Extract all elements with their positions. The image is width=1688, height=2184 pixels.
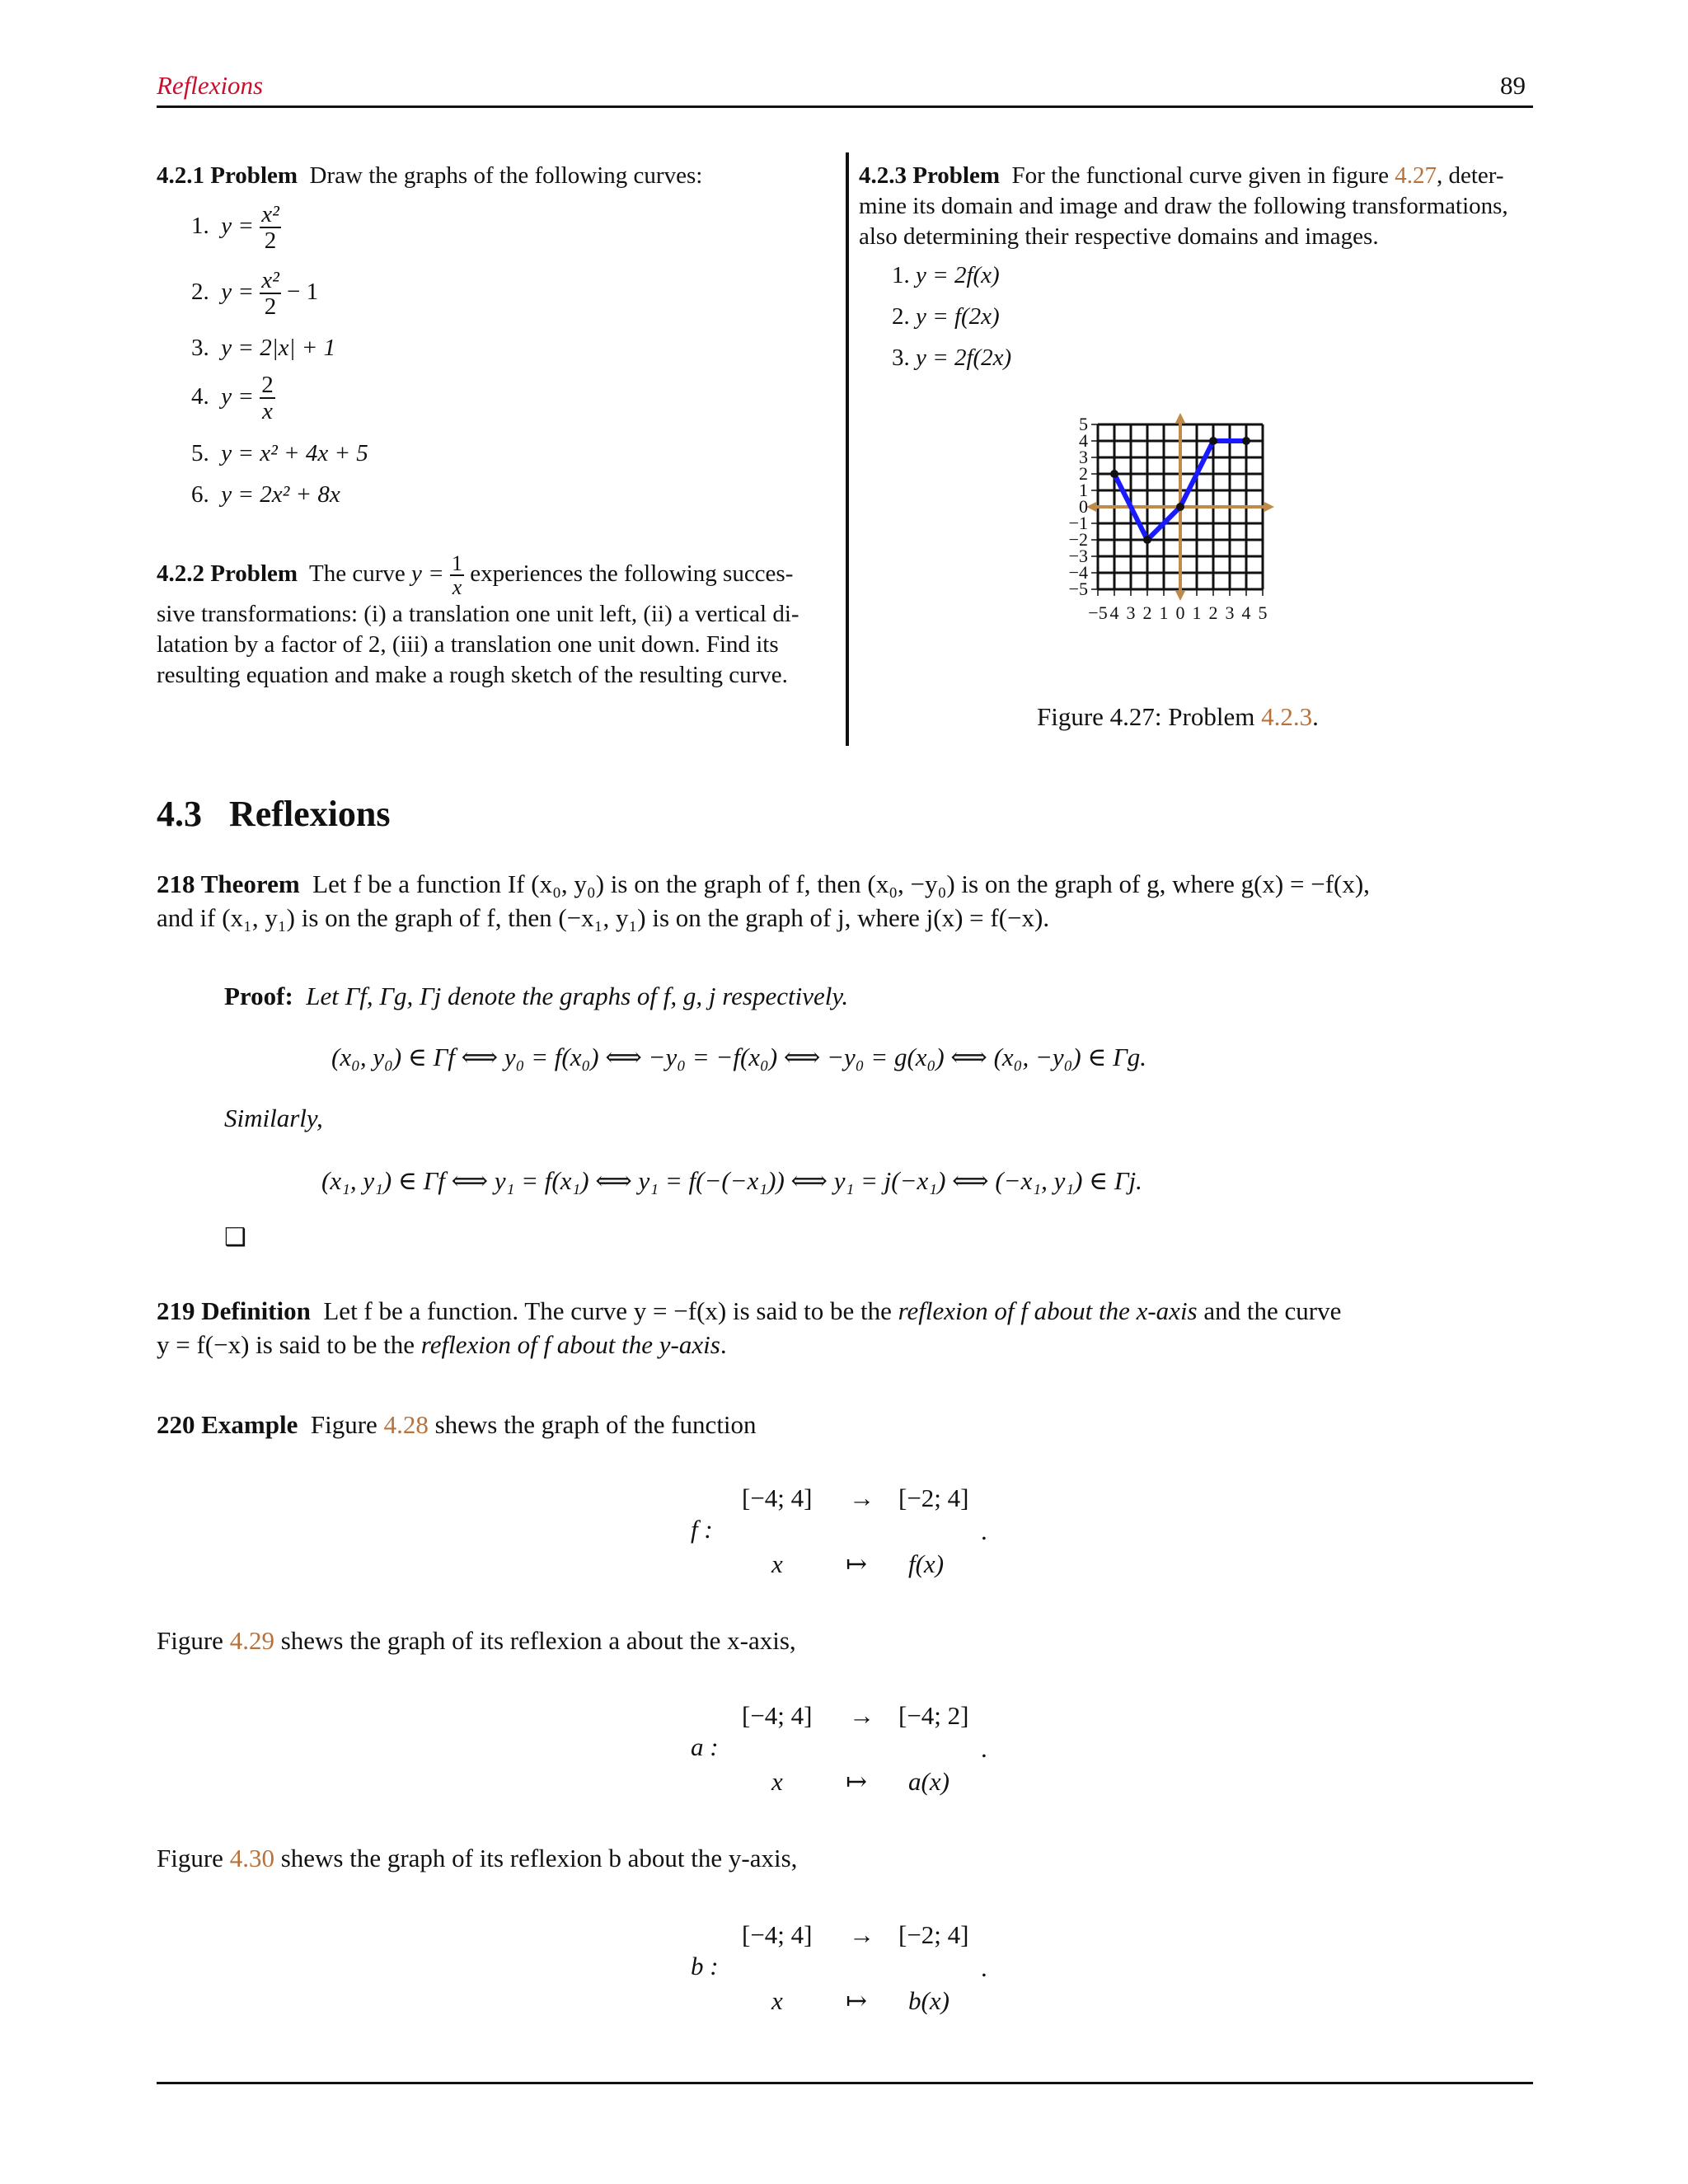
map-b-arrow: → (849, 1920, 874, 1949)
problem-4-2-1-item-3: 3. y = 2|x| + 1 (191, 335, 336, 361)
header-rule (157, 105, 1533, 108)
map-f-period: . (981, 1516, 987, 1545)
section-heading (157, 793, 391, 835)
x-tick-label: 5 (1258, 602, 1268, 623)
map-a-image: a(x) (908, 1767, 950, 1796)
map-a-name: a : (691, 1732, 719, 1761)
map-b-period: . (981, 1953, 987, 1982)
page-number: 89 (1500, 71, 1526, 100)
x-tick-label: 3 (1126, 602, 1136, 623)
problem-4-2-3: 4.2.3 Problem For the functional curve given in figure 4.27, deter- mine its domain and image and draw the following transformations, also determining their respective domains and images. (859, 162, 1508, 250)
map-a-period: . (981, 1734, 987, 1763)
problem-4-2-2: 4.2.2 Problem The curve y = $\frac{1}{x}$ experiences the following succes- sive transformations: (i) a translation one unit left, (ii) a vertical di- latation by a factor of 2, (iii) a translation one unit down. Find its resulting equation and make a rough sketch of the resulting curve. (157, 551, 799, 688)
chart-x-tick-labels (1088, 602, 1267, 623)
map-f-domain: [−4; 4] (742, 1483, 813, 1512)
figure-ref-4-27[interactable]: 4.27 (1395, 162, 1437, 189)
map-f-arrow: → (849, 1483, 874, 1512)
y-tick-label: −5 (1068, 579, 1088, 599)
map-f-image: f(x) (908, 1549, 945, 1578)
y-tick-label: 1 (1079, 480, 1088, 500)
map-b-mapsto: ↦ (846, 1986, 867, 2015)
problem-4-2-1-item-5: 5. y = x² + 4x + 5 (191, 440, 368, 466)
problem-label: 4.2.1 Problem (157, 162, 298, 189)
x-tick-label: 2 (1142, 602, 1152, 623)
proof-equation-2: (x₁, y₁) ∈ Γf ⟺ y₁ = f(x₁) ⟺ y₁ = f(−(−x₁)) ⟺ y₁ = j(−x₁) ⟺ (−x₁, y₁) ∈ Γj. (321, 1166, 1142, 1195)
x-tick-label: 1 (1192, 602, 1202, 623)
curve-point (1209, 437, 1217, 445)
definition-219: 219 Definition Let f be a function. The curve y = −f(x) is said to be the reflexion of f about the x-axis and the curve y = f(−x) is said to be the reflexion of f about the y-axis. (157, 1296, 1342, 1359)
x-tick-label: −5 (1088, 602, 1108, 623)
y-axis-arrow-down (1175, 591, 1185, 601)
problem-4-2-1-heading (157, 161, 702, 191)
curve-point (1110, 470, 1118, 478)
problem-4-2-3-item-2: 2. y = f(2x) (892, 303, 1000, 330)
figure-4-27-graph (1039, 408, 1319, 672)
map-b-image: b(x) (908, 1986, 950, 2015)
y-tick-label: 2 (1079, 463, 1088, 484)
y-tick-label: 3 (1079, 447, 1088, 467)
map-f-codomain: [−2; 4] (898, 1483, 969, 1512)
map-b-var: x (771, 1986, 783, 2015)
figure-ref-4-30[interactable]: 4.30 (229, 1844, 274, 1872)
problem-4-2-1-item-1: 1. y = $\frac{\text{x²}}{2}$ (191, 201, 279, 255)
map-a-codomain: [−4; 2] (898, 1701, 969, 1730)
proof-similarly: Similarly, (224, 1104, 323, 1132)
problem-text: Draw the graphs of the following curves: (309, 162, 703, 189)
map-a-domain: [−4; 4] (742, 1701, 813, 1730)
problem-4-2-1-item-4: 4. y = $\frac{2}{x}$ (191, 372, 274, 425)
x-tick-label: 3 (1225, 602, 1235, 623)
x-tick-label: 4 (1109, 602, 1119, 623)
map-f-var: x (771, 1549, 783, 1578)
curve-point (1176, 503, 1184, 511)
x-tick-label: 4 (1241, 602, 1251, 623)
figure-ref-4-28[interactable]: 4.28 (383, 1410, 429, 1439)
theorem-218: 218 Theorem Let f be a function If (x₀, y₀) is on the graph of f, then (x₀, −y₀) is on the graph of g, where g(x) = −f(x), and if (x₁, y₁) is on the graph of f, then (−x₁, y₁) is on the graph of j, where j(x) = f(−x). (157, 869, 1370, 932)
map-f-mapsto: ↦ (846, 1549, 867, 1578)
column-divider (846, 152, 849, 746)
proof-intro: Proof: Let Γf, Γg, Γj denote the graphs of f, g, j respectively. (224, 982, 849, 1010)
map-a-var: x (771, 1767, 783, 1796)
qed-box: ❑ (224, 1224, 246, 1251)
x-axis-arrow-right (1264, 502, 1274, 512)
y-tick-label: 5 (1079, 414, 1088, 434)
y-tick-label: −1 (1068, 513, 1088, 533)
example-220: 220 Example Figure 4.28 shews the graph of the function (157, 1410, 757, 1439)
curve-point (1143, 536, 1151, 544)
map-b-domain: [−4; 4] (742, 1920, 813, 1949)
running-header-title: Reflexions (157, 71, 264, 100)
problem-4-2-3-item-1: 1. y = 2f(x) (892, 262, 1000, 288)
problem-4-2-1-item-6: 6. y = 2x² + 8x (191, 481, 340, 508)
y-tick-label: −3 (1068, 546, 1088, 566)
chart-y-tick-labels (1069, 414, 1088, 599)
figure-ref-4-29[interactable]: 4.29 (229, 1626, 274, 1655)
proof-equation-1: (x₀, y₀) ∈ Γf ⟺ y₀ = f(x₀) ⟺ −y₀ = −f(x₀) ⟺ −y₀ = g(x₀) ⟺ (x₀, −y₀) ∈ Γg. (331, 1043, 1147, 1071)
problem-ref-4-2-3[interactable]: 4.2.3 (1261, 702, 1313, 731)
y-tick-label: 0 (1079, 496, 1088, 517)
y-tick-label: −2 (1068, 529, 1088, 550)
section-title: Reflexions (229, 794, 391, 834)
y-tick-label: 4 (1079, 430, 1088, 451)
figure-4-27-caption: Figure 4.27: Problem 4.2.3. (1037, 702, 1319, 731)
y-axis-arrow-up (1175, 413, 1185, 423)
x-tick-label: 1 (1159, 602, 1169, 623)
map-f-name: f : (691, 1515, 713, 1544)
x-tick-label: 0 (1175, 602, 1185, 623)
paragraph-figure-4-30: Figure 4.30 shews the graph of its reflexion b about the y-axis, (157, 1844, 798, 1872)
problem-4-2-1-item-2: 2. y = $\frac{\text{x²}}{2}$ − 1 (191, 267, 319, 321)
map-b-name: b : (691, 1952, 719, 1980)
paragraph-figure-4-29: Figure 4.29 shews the graph of its reflexion a about the x-axis, (157, 1626, 796, 1655)
section-number: 4.3 (157, 794, 202, 834)
footer-rule (157, 2082, 1533, 2084)
problem-4-2-3-item-3: 3. y = 2f(2x) (892, 344, 1012, 371)
y-tick-label: −4 (1068, 562, 1088, 583)
x-tick-label: 2 (1208, 602, 1218, 623)
map-b-codomain: [−2; 4] (898, 1920, 969, 1949)
map-a-mapsto: ↦ (846, 1767, 867, 1796)
map-a-arrow: → (849, 1701, 874, 1730)
curve-point (1242, 437, 1250, 445)
